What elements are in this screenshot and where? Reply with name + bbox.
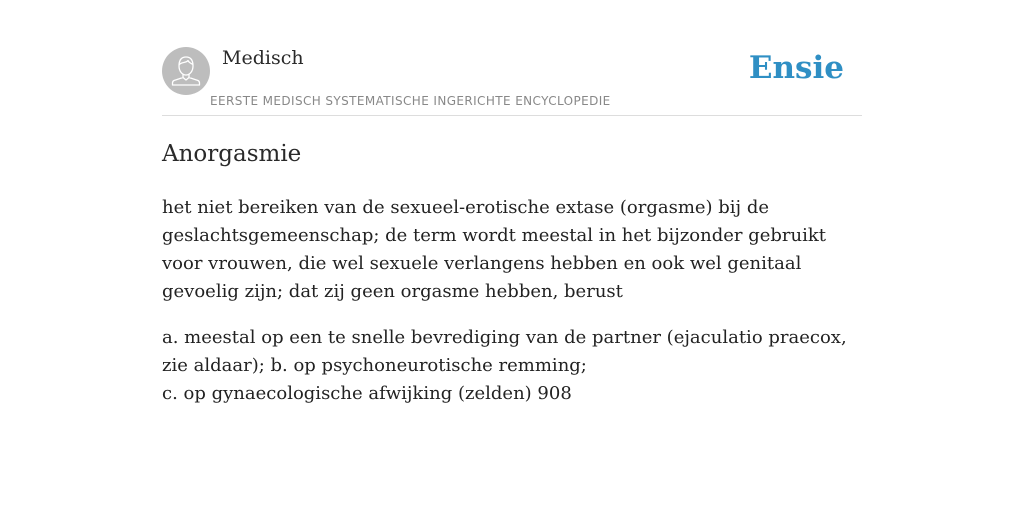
source-subtitle: EERSTE MEDISCH SYSTEMATISCHE INGERICHTE ENCYCLOPEDIE xyxy=(210,94,611,108)
article-paragraph-2 xyxy=(162,324,852,408)
source-name-link[interactable]: Medisch xyxy=(222,47,304,69)
article-title: Anorgasmie xyxy=(162,141,302,167)
paragraph-2-line-1: a. meestal op een te snelle bevrediging van de partner (ejaculatio praecox, zie aldaar); b. op psychoneurotische remming; xyxy=(162,327,847,376)
article-content xyxy=(162,138,852,426)
source-avatar[interactable] xyxy=(162,47,210,95)
page-header xyxy=(162,40,862,116)
paragraph-2-line-2: c. op gynaecologische afwijking (zelden) 908 xyxy=(162,383,572,404)
article-paragraph-1: het niet bereiken van de sexueel-erotische extase (orgasme) bij de geslachtsgemeenschap; de term wordt meestal in het bijzonder gebruikt voor vrouwen, die wel sexuele verlangens hebben en ook wel genitaal gevoelig zijn; dat zij geen orgasme hebben, berust xyxy=(162,197,827,302)
user-icon xyxy=(162,47,210,95)
brand-logo[interactable]: Ensie xyxy=(748,50,844,86)
